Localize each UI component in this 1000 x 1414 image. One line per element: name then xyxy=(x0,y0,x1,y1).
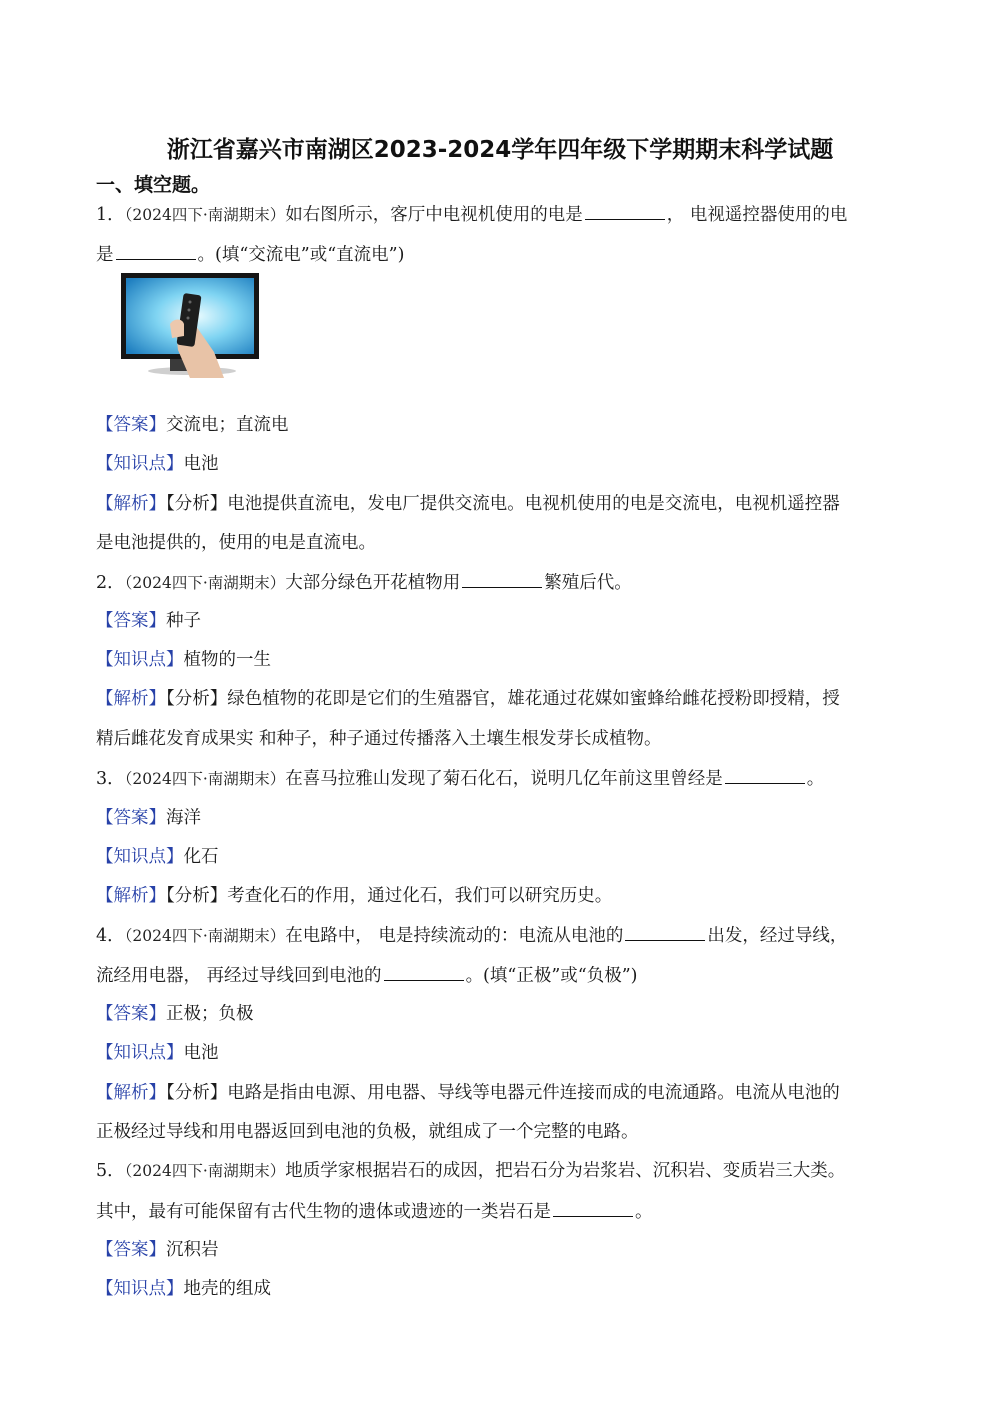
question-number: 5． xyxy=(96,1161,125,1181)
analysis-tag: 【解析】 xyxy=(96,1083,166,1103)
question-number: 1． xyxy=(96,205,125,225)
answer-line xyxy=(96,412,902,438)
question-text: 出发，经过导线， xyxy=(707,926,848,946)
answer-blank xyxy=(384,962,464,981)
knowledge-text: 地壳的组成 xyxy=(183,1279,271,1299)
answer-tag: 【答案】 xyxy=(96,1240,166,1260)
question-2-line-1 xyxy=(96,569,902,596)
question-4-line-2 xyxy=(96,962,902,989)
answer-tag: 【答案】 xyxy=(96,1004,166,1024)
question-text: 地质学家根据岩石的成因，把岩石分为岩浆岩、沉积岩、变质岩三大类。 xyxy=(285,1161,846,1181)
question-1-line-1 xyxy=(96,201,902,228)
question-text: 其中，最有可能保留有古代生物的遗体或遗迹的一类岩石是 xyxy=(96,1202,551,1222)
knowledge-text: 电池 xyxy=(183,454,219,474)
analysis-line-2: 是电池提供的，使用的电是直流电。 xyxy=(96,533,376,553)
analysis-text: 【分析】绿色植物的花即是它们的生殖器官，雄花通过花媒如蜜蜂给雌花授粉即授精，授 xyxy=(166,689,840,709)
analysis-line-2: 精后雌花发育成果实 和种子，种子通过传播落入土壤生根发芽长成植物。 xyxy=(96,729,662,749)
answer-tag: 【答案】 xyxy=(96,808,166,828)
answer-blank xyxy=(625,922,705,941)
tv-remote-icon xyxy=(120,272,262,378)
answer-blank xyxy=(585,201,665,220)
knowledge-line xyxy=(96,647,902,673)
question-source: （2024四下·南湖期末） xyxy=(124,206,286,224)
question-text: 流经用电器， 再经过导线回到电池的 xyxy=(96,966,382,986)
question-number: 4． xyxy=(96,926,125,946)
section-heading: 一、填空题。 xyxy=(96,174,211,196)
question-text: 。 xyxy=(635,1202,653,1222)
answer-blank xyxy=(725,765,805,784)
answer-blank xyxy=(116,241,196,260)
question-text: 是 xyxy=(96,245,114,265)
question-5-line-2 xyxy=(96,1198,902,1225)
answer-text: 交流电；直流电 xyxy=(166,415,289,435)
question-1-line-2 xyxy=(96,241,902,268)
answer-text: 正极；负极 xyxy=(166,1004,254,1024)
answer-text: 种子 xyxy=(166,611,201,631)
question-text: 。 xyxy=(806,769,825,789)
answer-blank xyxy=(462,569,542,588)
knowledge-tag: 【知识点】 xyxy=(96,650,184,670)
knowledge-tag: 【知识点】 xyxy=(96,847,184,867)
analysis-text: 【分析】考查化石的作用，通过化石，我们可以研究历史。 xyxy=(166,886,613,906)
answer-text: 沉积岩 xyxy=(166,1240,219,1260)
knowledge-tag: 【知识点】 xyxy=(96,454,184,474)
answer-line xyxy=(96,608,902,634)
question-source: （2024四下·南湖期末） xyxy=(124,1162,286,1180)
question-5-line-1 xyxy=(96,1158,902,1184)
question-text: 在喜马拉雅山发现了菊石化石，说明几亿年前这里曾经是 xyxy=(285,769,723,789)
analysis-line xyxy=(96,491,902,517)
analysis-text: 【分析】电池提供直流电，发电厂提供交流电。电视机使用的电是交流电，电视机遥控器 xyxy=(166,494,840,514)
knowledge-tag: 【知识点】 xyxy=(96,1043,184,1063)
question-number: 2． xyxy=(96,573,125,593)
knowledge-line xyxy=(96,1040,902,1066)
question-text: 。(填“交流电”或“直流电”) xyxy=(197,245,405,265)
analysis-tag: 【解析】 xyxy=(96,689,166,709)
answer-line xyxy=(96,805,902,831)
question-text: 大部分绿色开花植物用 xyxy=(285,573,461,593)
answer-tag: 【答案】 xyxy=(96,415,166,435)
knowledge-line xyxy=(96,1276,902,1302)
analysis-tag: 【解析】 xyxy=(96,494,166,514)
question-number: 3． xyxy=(96,769,125,789)
question-text: 繁殖后代。 xyxy=(544,573,632,593)
analysis-tag: 【解析】 xyxy=(96,886,166,906)
question-source: （2024四下·南湖期末） xyxy=(124,574,286,592)
knowledge-tag: 【知识点】 xyxy=(96,1279,184,1299)
answer-line xyxy=(96,1001,902,1027)
question-text: 。(填“正极”或“负极”) xyxy=(465,966,638,986)
knowledge-line xyxy=(96,451,902,477)
analysis-line xyxy=(96,883,902,909)
answer-text: 海洋 xyxy=(166,808,201,828)
question-source: （2024四下·南湖期末） xyxy=(124,770,286,788)
question-source: （2024四下·南湖期末） xyxy=(124,927,286,945)
knowledge-text: 植物的一生 xyxy=(183,650,271,670)
analysis-line xyxy=(96,686,902,712)
analysis-line-2: 正极经过导线和用电器返回到电池的负极，就组成了一个完整的电路。 xyxy=(96,1122,639,1142)
page-title: 浙江省嘉兴市南湖区2023-2024学年四年级下学期期末科学试题 xyxy=(166,137,834,163)
question-3-line-1 xyxy=(96,765,902,792)
question-text: 在电路中， 电是持续流动的：电流从电池的 xyxy=(285,926,624,946)
question-text: ， 电视遥控器使用的电 xyxy=(666,205,848,225)
analysis-line xyxy=(96,1080,902,1106)
knowledge-line xyxy=(96,844,902,870)
question-text: 如右图所示，客厅中电视机使用的电是 xyxy=(285,205,583,225)
question-4-line-1 xyxy=(96,922,902,949)
analysis-text: 【分析】电路是指由电源、用电器、导线等电器元件连接而成的电流通路。电流从电池的 xyxy=(166,1083,840,1103)
knowledge-text: 电池 xyxy=(183,1043,219,1063)
answer-blank xyxy=(553,1198,633,1217)
answer-tag: 【答案】 xyxy=(96,611,166,631)
answer-line xyxy=(96,1237,902,1263)
knowledge-text: 化石 xyxy=(183,847,219,867)
